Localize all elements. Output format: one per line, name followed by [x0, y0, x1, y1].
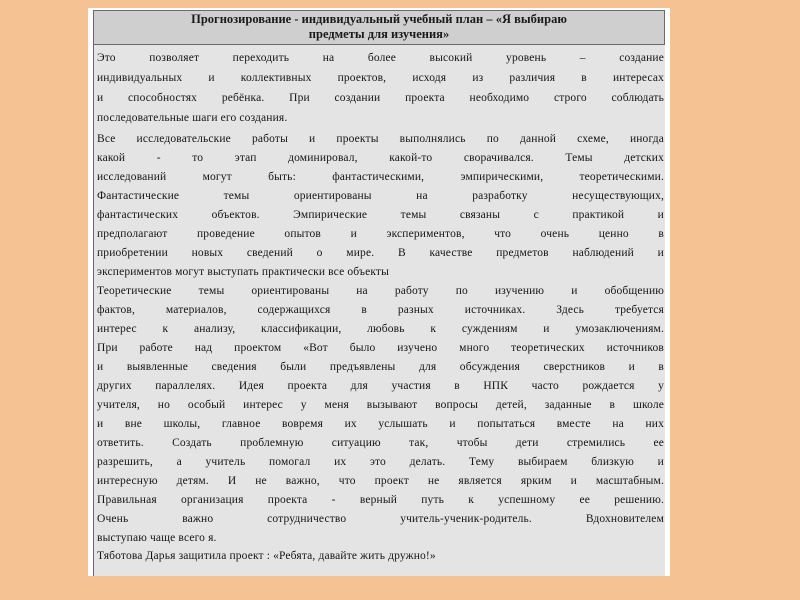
text-line: предполагают проведение опытов и экспериментов, что очень ценно в — [97, 228, 664, 240]
text-line: выступаю чаще всего я. — [97, 532, 217, 544]
slide-title-box — [93, 10, 665, 45]
text-line: последовательные шаги его создания. — [97, 112, 288, 124]
text-line: Правильная организация проекта - верный путь к успешному ее решению. — [97, 494, 664, 506]
text-line: Теоретические темы ориентированы на работу по изучению и обобщению — [97, 285, 664, 297]
text-line: Очень важно сотрудничество учитель-ученик-родитель. Вдохновителем — [97, 513, 664, 525]
text-line: разрешить, а учитель помогал их это делать. Тему выбираем близкую и — [97, 456, 664, 468]
text-line: интерес к анализу, классификации, любовь к суждениям и умозаключениям. — [97, 323, 664, 335]
text-line: фантастических объектов. Эмпирические темы связаны с практикой и — [97, 209, 664, 221]
text-line: индивидуальных и коллективных проектов, исходя из различия в интересах — [97, 72, 664, 84]
text-line: фактов, материалов, содержащихся в разных источниках. Здесь требуется — [97, 304, 664, 316]
text-line: Это позволяет переходить на более высокий уровень – создание — [97, 52, 664, 64]
text-line: ответить. Создать проблемную ситуацию так, чтобы дети стремились ее — [97, 437, 664, 449]
text-line: и вне школы, главное вовремя их услышать и попытаться вместе на них — [97, 418, 664, 430]
slide — [88, 8, 670, 576]
text-line: Фантастические темы ориентированы на разработку несуществующих, — [97, 190, 664, 202]
text-line: Тяботова Дарья защитила проект : «Ребята, давайте жить дружно!» — [97, 550, 436, 562]
text-line: какой - то этап доминировал, какой-то сворачивался. Темы детских — [97, 152, 664, 164]
text-line: интересную детям. И не важно, что проект не является ярким и масштабным. — [97, 475, 664, 487]
slide-title-line-2: предметы для изучения» — [308, 27, 450, 41]
text-line: и способностях ребёнка. При создании проекта необходимо строго соблюдать — [97, 92, 664, 104]
text-line: приобретении новых сведений о мире. В качестве предметов наблюдений и — [97, 247, 664, 259]
text-line: учителя, но особый интерес у меня вызывают вопросы детей, заданные в школе — [97, 399, 664, 411]
text-line: и выявленные сведения были предъявлены для обсуждения сверстников и в — [97, 361, 664, 373]
text-line: исследований могут быть: фантастическими, эмпирическими, теоретическими. — [97, 171, 664, 183]
text-line: экспериментов могут выступать практически все объекты — [97, 266, 389, 278]
text-line: других параллелях. Идея проекта для участия в НПК часто рождается у — [97, 380, 664, 392]
slide-title-line-1: Прогнозирование - индивидуальный учебный план – «Я выбираю — [191, 12, 567, 26]
text-line: При работе над проектом «Вот было изучено много теоретических источников — [97, 342, 664, 354]
text-line: Все исследовательские работы и проекты выполнялись по данной схеме, иногда — [97, 133, 664, 145]
slide-body — [93, 45, 665, 576]
